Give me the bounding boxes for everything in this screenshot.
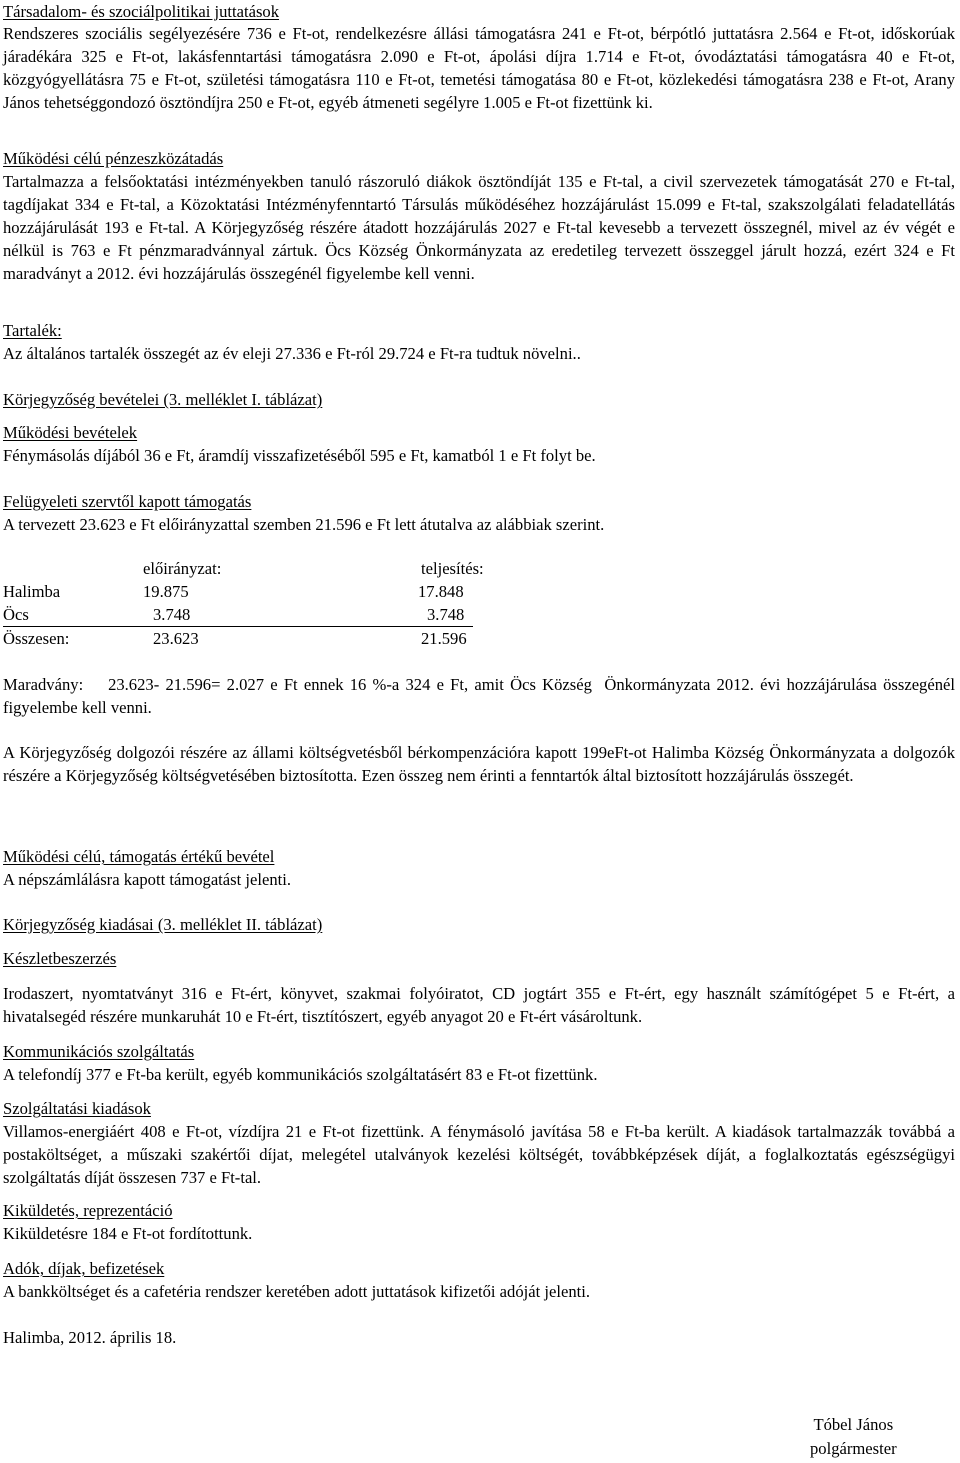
header-plan: előirányzat: — [143, 559, 222, 578]
table-row — [3, 603, 473, 627]
income-title: Körjegyzőség bevételei (3. melléklet I. táblázat) — [3, 390, 323, 409]
stock-title: Készletbeszerzés — [3, 949, 117, 968]
tax-title: Adók, díjak, befizetések — [3, 1259, 165, 1278]
op-income-text: Fénymásolás díjából 36 e Ft, áramdíj visszafizetéséből 595 e Ft, kamatból 1 e Ft folyt be. — [3, 446, 596, 465]
signature-name: Tóbel János — [813, 1415, 894, 1434]
row-name: Halimba — [3, 582, 61, 601]
support-text: A tervezett 23.623 e Ft előirányzattal szemben 21.596 e Ft lett átutalva az alábbiak szerint. — [3, 515, 605, 534]
op-income-title: Működési bevételek — [3, 423, 138, 442]
service-title: Szolgáltatási kiadások — [3, 1099, 151, 1118]
row-actual: 21.596 — [421, 629, 467, 648]
travel-title: Kiküldetés, reprezentáció — [3, 1201, 173, 1220]
row-actual: 17.848 — [418, 582, 464, 601]
comm-text: A telefondíj 377 e Ft-ba került, egyéb kommunikációs szolgáltatásért 83 e Ft-ot fizettünk. — [3, 1065, 598, 1084]
row-actual: 3.748 — [427, 605, 465, 624]
service-text: Villamos-energiáért 408 e Ft-ot, vízdíjra 21 e Ft-ot fizettünk. A fénymásoló javítása 58 e Ft-ba került. A kiadások tartalmazzák továbbá a postaköltséget, a műszaki szakértői díjat, melegétel utalványok kezelési költségét, továbbképzések díját, a foglalkoztatás egészségügyi szolgáltatás díját összesen 737 e Ft-tal. — [3, 1122, 955, 1187]
row-name: Összesen: — [3, 629, 70, 648]
header-actual: teljesítés: — [421, 559, 484, 578]
staff-text: A Körjegyzőség dolgozói részére az állami költségvetésből bérkompenzációra kapott 199eFt-ot Halimba Község Önkormányzata a dolgozók részére a Körjegyzőség költségvetésében biztosította. Ezen összeg nem érinti a fenntartók által biztosított hozzájárulás összegét. — [3, 743, 955, 785]
row-name: Öcs — [3, 605, 29, 624]
row-plan: 19.875 — [143, 582, 189, 601]
transfer-text: Tartalmazza a felsőoktatási intézményekben tanuló rászoruló diákok ösztöndíját 135 e Ft-tal, a civil szervezetek támogatását 270 e Ft-tal, tagdíjakat 334 e Ft-tal, a Közoktatási Intézményfenntartó Társulás működéséhez hozzájárulást 15.099 e Ft-tal, szakszolgálati feladatellátás hozzájárulását 193 e Ft-tal. A Körjegyzőség részére átadott hozzájárulás 2027 e Ft-tal kevesebb a tervezett összegnél, mivel az év végét e nélkül is 763 e Ft pénzmaradvánnyal zártuk. Öcs Község Önkormányzata az eredetileg tervezett összeggel járult hozzá, ezért 324 e Ft maradványt a 2012. évi hozzájárulás összegénél figyelembe kell venni. — [3, 172, 955, 283]
row-plan: 23.623 — [153, 629, 199, 648]
reserve-text: Az általános tartalék összegét az év eleji 27.336 e Ft-ról 29.724 e Ft-ra tudtuk növelni.. — [3, 344, 581, 363]
date-line: Halimba, 2012. április 18. — [3, 1328, 177, 1347]
table-row — [3, 627, 523, 650]
remainder-text: Maradvány: 23.623- 21.596= 2.027 e Ft ennek 16 %-a 324 e Ft, amit Öcs Község Önkormányzata 2012. évi hozzájárulása összegénél figyelembe kell venni. — [3, 675, 960, 717]
transfer-title: Működési célú pénzeszközátadás — [3, 149, 224, 168]
support-income-title: Működési célú, támogatás értékű bevétel — [3, 847, 275, 866]
tax-text: A bankköltséget és a cafetéria rendszer keretében adott juttatások kifizetői adóját jelenti. — [3, 1282, 590, 1301]
social-text: Rendszeres szociális segélyezésére 736 e Ft-ot, rendelkezésre állási támogatásra 241 e Ft-ot, bérpótló juttatásra 2.564 e Ft-ot, időskorúak járadékára 325 e Ft-ot, lakásfenntartási támogatásra 2.090 e Ft-ot, ápolási díjra 1.714 e Ft-ot, óvodáztatási támogatásra 40 e Ft-ot, közgyógyellátásra 75 e Ft-ot, születési támogatásra 110 e Ft-ot, temetési támogatása 80 e Ft-ot, közlekedési támogatásra 238 e Ft-ot, Arany János tehetséggondozó ösztöndíjra 250 e Ft-ot, egyéb átmeneti segélyre 1.005 e Ft-ot fizettünk ki. — [3, 24, 955, 112]
support-income-text: A népszámlálásra kapott támogatást jelenti. — [3, 870, 291, 889]
expense-title: Körjegyzőség kiadásai (3. melléklet II. táblázat) — [3, 915, 323, 934]
signature-block — [810, 1413, 897, 1461]
support-title: Felügyeleti szervtől kapott támogatás — [3, 492, 252, 511]
social-title: Társadalom- és szociálpolitikai juttatások — [3, 2, 280, 21]
comm-title: Kommunikációs szolgáltatás — [3, 1042, 195, 1061]
travel-text: Kiküldetésre 184 e Ft-ot fordítottunk. — [3, 1224, 253, 1243]
reserve-title: Tartalék: — [3, 321, 62, 340]
stock-text: Irodaszert, nyomtatványt 316 e Ft-ért, könyvet, szakmai folyóiratot, CD jogtárt 355 e Ft-ért, egy használt számítógépet 5 e Ft-ért, a hivatalsegéd részére munkaruhát 10 e Ft-ért, tisztítószert, egyéb anyagot 20 e Ft-ért vásároltunk. — [3, 984, 955, 1026]
row-plan: 3.748 — [153, 605, 191, 624]
support-table — [3, 557, 523, 650]
table-row — [3, 580, 523, 603]
table-header-row — [3, 557, 523, 580]
signature-role: polgármester — [810, 1439, 897, 1458]
